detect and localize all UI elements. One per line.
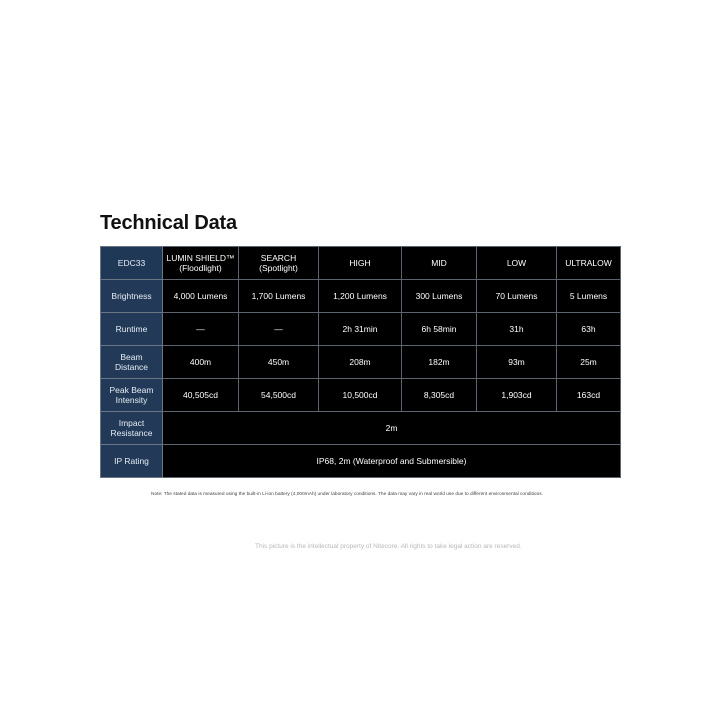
table-cell: 450m bbox=[239, 346, 319, 379]
table-cell: 70 Lumens bbox=[477, 280, 557, 313]
row-label-peak-beam-intensity: Peak Beam Intensity bbox=[101, 379, 163, 412]
footnote: Note: The stated data is measured using the built-in Li-ion battery (4,000mAh) under laboratory conditions. The data may vary in real world use due to different environmental conditions. bbox=[151, 492, 543, 497]
table-cell: 25m bbox=[557, 346, 621, 379]
row-label-beam-distance: Beam Distance bbox=[101, 346, 163, 379]
table-cell: — bbox=[239, 313, 319, 346]
table-cell-merged: IP68, 2m (Waterproof and Submersible) bbox=[163, 445, 621, 478]
table-cell: 163cd bbox=[557, 379, 621, 412]
table-cell: 6h 58min bbox=[402, 313, 477, 346]
table-cell: — bbox=[163, 313, 239, 346]
table-cell: 54,500cd bbox=[239, 379, 319, 412]
mode-header-high: HIGH bbox=[319, 247, 402, 280]
table-row-impact-resistance bbox=[101, 412, 621, 445]
table-cell: 300 Lumens bbox=[402, 280, 477, 313]
table-cell: 93m bbox=[477, 346, 557, 379]
table-row-runtime bbox=[101, 313, 621, 346]
row-label-impact-resistance: Impact Resistance bbox=[101, 412, 163, 445]
table-cell: 400m bbox=[163, 346, 239, 379]
row-label-brightness: Brightness bbox=[101, 280, 163, 313]
table-cell: 4,000 Lumens bbox=[163, 280, 239, 313]
row-label-runtime: Runtime bbox=[101, 313, 163, 346]
table-cell: 1,700 Lumens bbox=[239, 280, 319, 313]
table-cell: 182m bbox=[402, 346, 477, 379]
mode-header-mid: MID bbox=[402, 247, 477, 280]
table-cell: 63h bbox=[557, 313, 621, 346]
mode-header-lumin-shield: LUMIN SHIELD™ (Floodlight) bbox=[163, 247, 239, 280]
page-title: Technical Data bbox=[100, 212, 237, 234]
model-name-cell: EDC33 bbox=[101, 247, 163, 280]
table-cell: 1,200 Lumens bbox=[319, 280, 402, 313]
table-cell: 2h 31min bbox=[319, 313, 402, 346]
mode-header-low: LOW bbox=[477, 247, 557, 280]
table-row-ip-rating bbox=[101, 445, 621, 478]
table-row-peak-beam-intensity bbox=[101, 379, 621, 412]
table-cell: 208m bbox=[319, 346, 402, 379]
table-row-beam-distance bbox=[101, 346, 621, 379]
table-cell: 5 Lumens bbox=[557, 280, 621, 313]
row-label-ip-rating: IP Rating bbox=[101, 445, 163, 478]
copyright-notice: This picture is the intellectual property of Nitecore. All rights to take legal action are reserved. bbox=[255, 543, 522, 550]
table-cell: 10,500cd bbox=[319, 379, 402, 412]
mode-header-search: SEARCH (Spotlight) bbox=[239, 247, 319, 280]
mode-header-ultralow: ULTRALOW bbox=[557, 247, 621, 280]
table-cell: 8,305cd bbox=[402, 379, 477, 412]
table-row-brightness bbox=[101, 280, 621, 313]
table-header-row bbox=[101, 247, 621, 280]
table-cell: 40,505cd bbox=[163, 379, 239, 412]
technical-data-table bbox=[100, 246, 621, 478]
table-cell-merged: 2m bbox=[163, 412, 621, 445]
table-cell: 1,903cd bbox=[477, 379, 557, 412]
table-cell: 31h bbox=[477, 313, 557, 346]
